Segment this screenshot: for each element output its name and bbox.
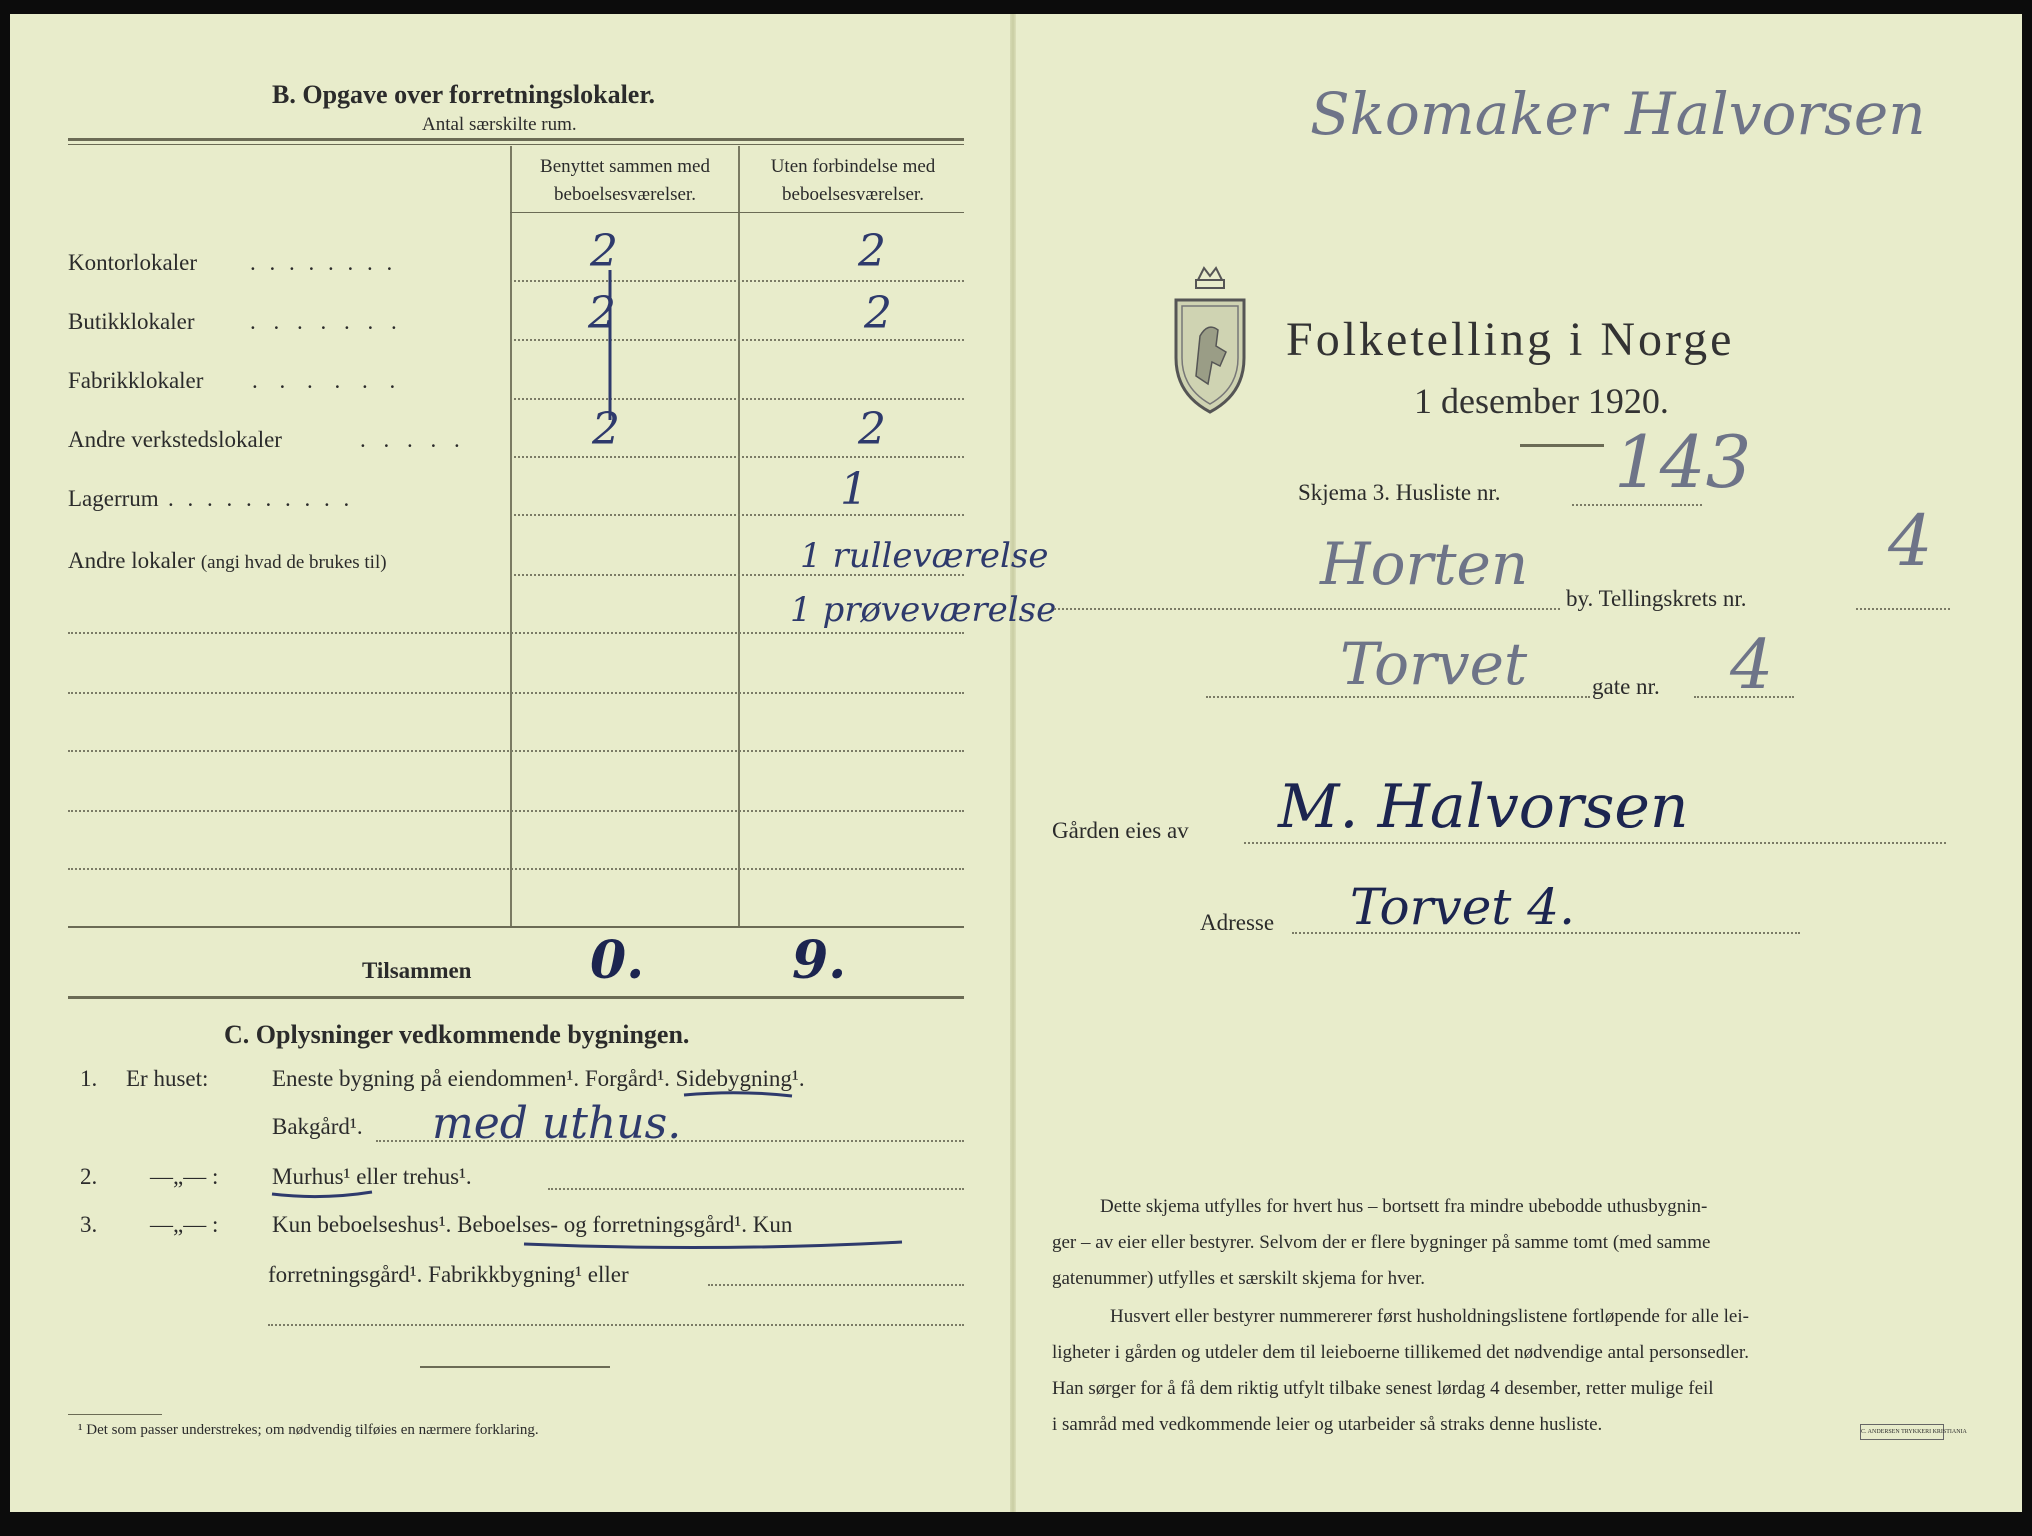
census-date: 1 desember 1920.	[1414, 381, 1669, 421]
col2-header: beboelsesværelser.	[782, 184, 924, 205]
rule	[68, 138, 964, 141]
footnote-rule	[68, 1414, 162, 1415]
rule	[68, 996, 964, 999]
gate-label: gate nr.	[1592, 674, 1660, 699]
tilsammen-c2-value: 9.	[792, 930, 847, 991]
andre-lokaler-label: Andre lokaler	[68, 548, 196, 573]
fill-line	[1856, 608, 1950, 610]
owner-address: Torvet 4.	[1350, 878, 1575, 936]
gate-number: 4	[1730, 626, 1774, 705]
row-line	[68, 632, 964, 634]
section-c-title: C. Oplysninger vedkommende bygningen.	[224, 1020, 690, 1049]
fill-line	[376, 1140, 964, 1142]
col2-header: Uten forbindelse med	[770, 156, 936, 177]
fill-line	[1206, 696, 1590, 698]
footnote: ¹ Det som passer understrekes; om nødvendig tilføies en nærmere forklaring.	[78, 1422, 539, 1438]
rule	[68, 144, 964, 145]
c2-number: 2.	[80, 1164, 98, 1189]
total-rule	[68, 926, 964, 928]
c1-text-line2: Bakgård¹.	[272, 1114, 363, 1139]
c1-text-line1: Eneste bygning på eiendommen¹. Forgård¹. Sidebygning¹.	[272, 1066, 805, 1091]
row-line	[68, 750, 964, 752]
fill-line	[1244, 842, 1946, 844]
c3-number: 3.	[80, 1212, 98, 1237]
c3-lead: —„— :	[150, 1212, 219, 1237]
fill-line	[1054, 608, 1560, 610]
andre-lokaler-note: (angi hvad de brukes til)	[200, 552, 387, 573]
col1-header: beboelsesværelser.	[554, 184, 696, 205]
leader-dots: . . . . . .	[252, 368, 404, 393]
leader-dots: . . . . .	[360, 427, 466, 452]
verksted-c1-value: 2	[592, 404, 620, 455]
row-label-andre-verkstedslokaler: Andre verkstedslokaler	[68, 427, 282, 452]
leader-dots: . . . . . . . . . .	[168, 486, 354, 511]
row-line	[68, 810, 964, 812]
row-label-fabrikklokaler: Fabrikklokaler	[68, 368, 204, 393]
leader-dots: . . . . . . .	[250, 309, 403, 334]
row-label-lagerrum: Lagerrum	[68, 486, 159, 511]
fill-line	[548, 1188, 964, 1190]
row-label-kontorlokaler: Kontorlokaler	[68, 250, 198, 275]
owner-name: M. Halvorsen	[1278, 772, 1689, 842]
row-line	[514, 398, 964, 400]
andre-c2-value-1: 1 rulleværelse	[800, 536, 1049, 576]
row-label-andre-lokaler	[68, 548, 387, 574]
section-b-title: B. Opgave over forretningslokaler.	[272, 80, 656, 109]
instruction-line: Husvert eller bestyrer nummererer først husholdningslistene fortløpende for alle lei-	[1110, 1306, 1749, 1327]
instruction-line: ligheter i gården og utdeler dem til leieboerne tillikemed det nødvendige antal personsedler.	[1052, 1342, 1749, 1363]
leader-dots: . . . . . . . .	[250, 250, 397, 275]
kontor-c1-value: 2	[590, 226, 618, 277]
andre-c2-value-2: 1 prøveværelse	[790, 590, 1057, 630]
instruction-line: ger – av eier eller bestyrer. Selvom der er flere bygninger på samme tomt (med samme	[1052, 1232, 1711, 1253]
fill-line	[1694, 696, 1794, 698]
center-fold	[1010, 14, 1016, 1512]
beboelses-underline	[524, 1238, 904, 1250]
end-rule	[420, 1366, 610, 1368]
fill-line	[1572, 504, 1702, 506]
c3-text-line2: forretningsgård¹. Fabrikkbygning¹ eller	[268, 1262, 629, 1287]
husliste-number: 143	[1614, 420, 1752, 504]
title-rule	[1520, 444, 1604, 447]
skjema-label: Skjema 3. Husliste nr.	[1298, 480, 1501, 505]
fill-line	[708, 1284, 964, 1286]
printer-stamp: C. ANDERSEN TRYKKERI KRISTIANIA	[1860, 1424, 1944, 1440]
row-line	[514, 514, 964, 516]
row-line	[68, 868, 964, 870]
row-label-butikklokaler: Butikklokaler	[68, 309, 195, 334]
form-title: Folketelling i Norge	[1286, 313, 1735, 366]
tilsammen-label: Tilsammen	[362, 958, 472, 983]
handwritten-heading: Skomaker Halvorsen	[1310, 80, 1926, 148]
row-line	[514, 339, 964, 341]
fill-line	[268, 1324, 964, 1326]
by-label: by. Tellingskrets nr.	[1566, 586, 1747, 611]
lager-c2-value: 1	[840, 464, 868, 515]
ditto-stroke	[600, 270, 620, 430]
instruction-line: Han sørger for å få dem riktig utfylt tilbake senest lørdag 4 desember, retter mulige feil	[1052, 1378, 1714, 1399]
adresse-label: Adresse	[1200, 910, 1275, 935]
fill-line	[1292, 932, 1800, 934]
tilsammen-c1-value: 0.	[590, 930, 645, 991]
instruction-line: gatenummer) utfylles et særskilt skjema for hver.	[1052, 1268, 1426, 1289]
gate-handwritten: Torvet	[1340, 630, 1528, 698]
row-line	[514, 280, 964, 282]
c3-text-line1: Kun beboelseshus¹. Beboelses- og forretningsgård¹. Kun	[272, 1212, 793, 1237]
header-rule	[510, 212, 964, 213]
c1-lead: Er huset:	[126, 1066, 209, 1091]
c1-number: 1.	[80, 1066, 98, 1091]
row-line	[68, 692, 964, 694]
row-line	[514, 456, 964, 458]
instruction-line: Dette skjema utfylles for hvert hus – bortsett fra mindre ubebodde uthusbygnin-	[1100, 1196, 1708, 1217]
butikk-c1-value: 2	[588, 288, 616, 339]
tellingskrets-number: 4	[1888, 500, 1933, 582]
murhus-underline	[272, 1188, 382, 1200]
section-b-subtitle: Antal særskilte rum.	[422, 114, 577, 135]
eies-av-label: Gården eies av	[1052, 818, 1189, 843]
c2-lead: —„— :	[150, 1164, 219, 1189]
instruction-line: i samråd med vedkommende leier og utarbeider så straks denne husliste.	[1052, 1414, 1603, 1435]
by-handwritten: Horten	[1320, 530, 1529, 598]
col1-header: Benyttet sammen med	[540, 156, 710, 177]
butikk-c2-value: 2	[864, 288, 892, 339]
forgard-underline	[684, 1090, 794, 1100]
verksted-c2-value: 2	[858, 404, 886, 455]
c2-text: Murhus¹ eller trehus¹.	[272, 1164, 472, 1189]
norwegian-coat-of-arms-icon	[1168, 266, 1252, 416]
c1-handwritten: med uthus.	[432, 1098, 682, 1149]
kontor-c2-value: 2	[858, 226, 886, 277]
